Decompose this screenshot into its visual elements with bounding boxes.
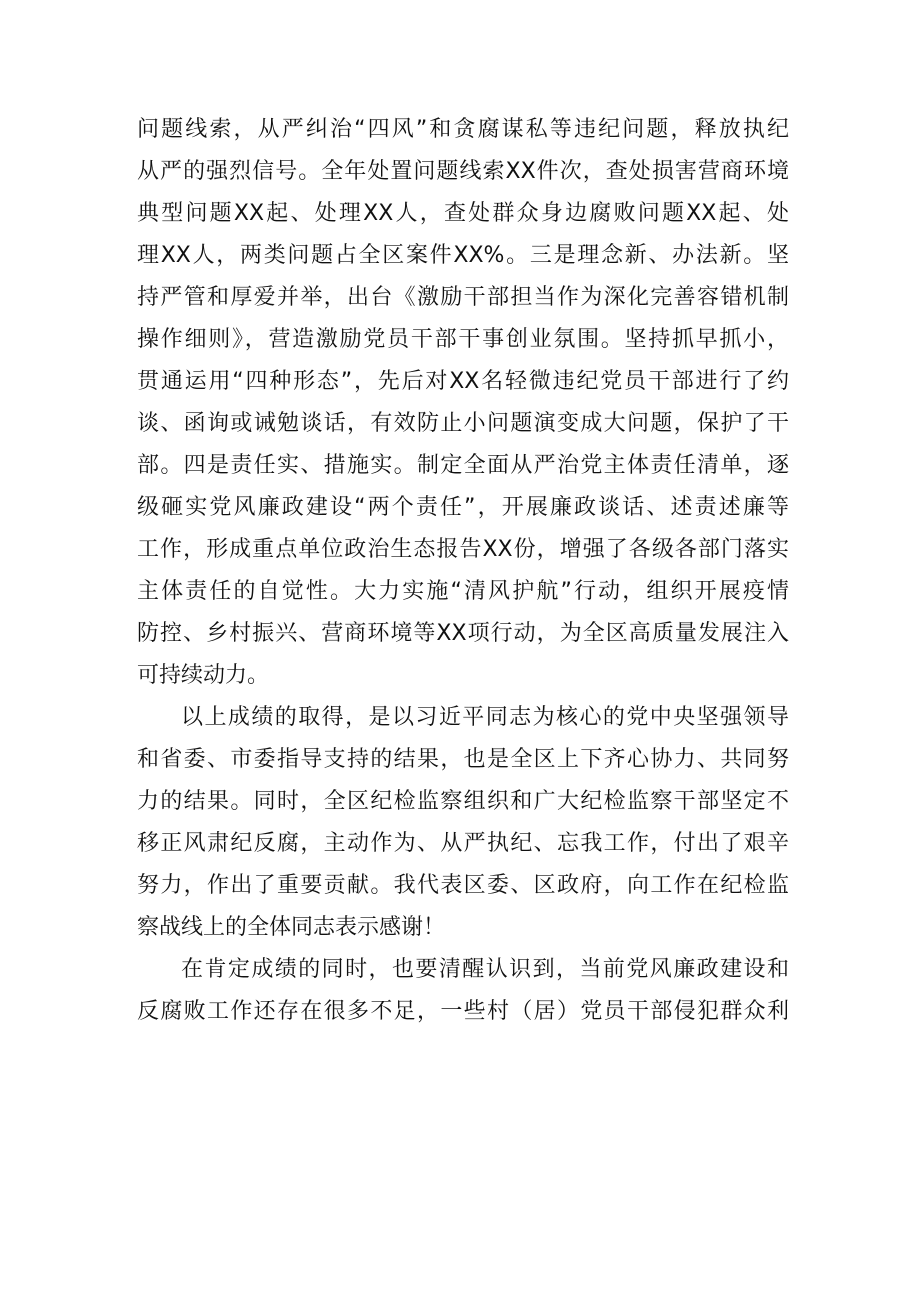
- paragraph-first-line: 在肯定成绩的同时，也要清醒认识到，当前党风廉政建设和: [181, 957, 789, 982]
- text-line: 持严管和厚爱并举，出台《激励干部担当作为深化完善容错机制: [137, 285, 789, 310]
- text-line: 问题线索，从严纠治“四风”和贪腐谋私等违纪问题，释放执纪: [137, 117, 789, 142]
- text-line: 从严的强烈信号。全年处置问题线索XX件次，查处损害营商环境: [137, 159, 789, 184]
- text-line: 理XX人，两类问题占全区案件XX%。三是理念新、办法新。坚: [137, 243, 789, 268]
- text-line: 工作，形成重点单位政治生态报告XX份，增强了各级各部门落实: [137, 537, 789, 562]
- text-line: 级砸实党风廉政建设“两个责任”，开展廉政谈话、述责述廉等: [137, 495, 789, 520]
- text-line: 努力，作出了重要贡献。我代表区委、区政府，向工作在纪检监: [137, 873, 789, 898]
- text-line: 力的结果。同时，全区纪检监察组织和广大纪检监察干部坚定不: [137, 789, 789, 814]
- text-line: 和省委、市委指导支持的结果，也是全区上下齐心协力、共同努: [137, 747, 789, 772]
- text-line: 贯通运用“四种形态”，先后对XX名轻微违纪党员干部进行了约: [137, 369, 789, 394]
- text-line: 部。四是责任实、措施实。制定全面从严治党主体责任清单，逐: [137, 453, 789, 478]
- text-line: 可持续动力。: [137, 663, 270, 688]
- text-line: 移正风肃纪反腐，主动作为、从严执纪、忘我工作，付出了艰辛: [137, 831, 789, 856]
- text-line: 主体责任的自觉性。大力实施“清风护航”行动，组织开展疫情: [137, 579, 790, 604]
- text-line: 察战线上的全体同志表示感谢！: [137, 915, 446, 940]
- text-line: 反腐败工作还存在很多不足，一些村（居）党员干部侵犯群众利: [137, 999, 789, 1024]
- text-line: 典型问题XX起、处理XX人，查处群众身边腐败问题XX起、处: [137, 201, 789, 226]
- text-line: 防控、乡村振兴、营商环境等XX项行动，为全区高质量发展注入: [137, 621, 789, 646]
- paragraph-first-line: 以上成绩的取得，是以习近平同志为核心的党中央坚强领导: [181, 705, 789, 730]
- document-body: [137, 109, 789, 1033]
- text-line: 操作细则》，营造激励党员干部干事创业氛围。坚持抓早抓小，: [137, 327, 789, 352]
- text-line: 谈、函询或诫勉谈话，有效防止小问题演变成大问题，保护了干: [137, 411, 789, 436]
